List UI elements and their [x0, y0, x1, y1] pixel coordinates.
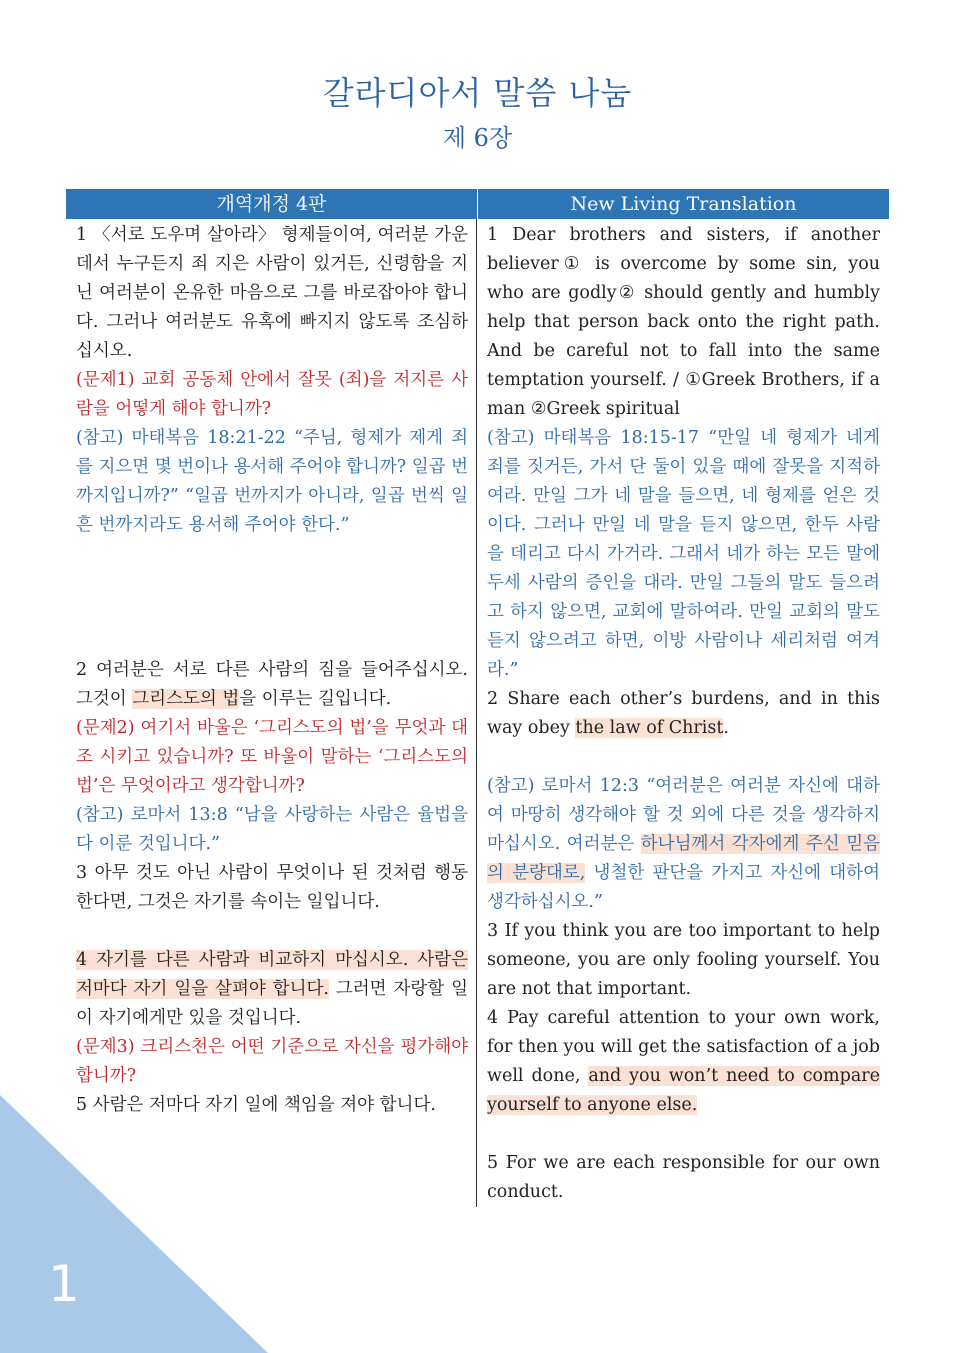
spacer: [76, 540, 468, 656]
english-verse-3: 3 If you think you are too important to help someone, you are only fooling yourself. You are not that important.: [487, 921, 880, 999]
table-body: [66, 219, 889, 1207]
reference-2: (참고) 로마서 13:8 “남을 사랑하는 사람은 율법을 다 이룬 것입니다.”: [76, 805, 468, 854]
reference-1-english-side: (참고) 마태복음 18:15-17 “만일 네 형제가 네게 죄를 짓거든, 가서 단 둘이 있을 때에 잘못을 지적하여라. 만일 그가 네 말을 들으면, 네 형제를 얻은 것이다. 그러나 만일 네 말을 듣지 않으면, 한두 사람을 데리고 다시 가거라. 그래서 네가 하는 모든 말에 두세 사람의 증인을 대라. 만일 그들의 말도 들으려고 하지 않으면, 교회에 말하여라. 만일 교회의 말도 듣지 않으려고 하면, 이방 사람이나 세리처럼 여겨라.”: [487, 428, 880, 680]
question-2: (문제2) 여기서 바울은 ‘그리스도의 법’을 무엇과 대조 시키고 있습니까? 또 바울이 말하는 ‘그리스도의 법’은 무엇이라고 생각합니까?: [76, 718, 468, 796]
korean-verse-3: 3 아무 것도 아닌 사람이 무엇이나 된 것처럼 행동한다면, 그것은 자기를 속이는 일입니다.: [76, 863, 468, 912]
page-title: 갈라디아서 말씀 나눔: [322, 74, 633, 112]
chapter-subtitle: 제 6장: [442, 124, 513, 152]
reference-text: 냉철한 판단을 가지고 자신에 대하여 생각하십시오.”: [487, 863, 880, 912]
column-header-english: New Living Translation: [570, 193, 797, 215]
spacer: [487, 743, 880, 772]
highlight: and you won’t need to compare yourself to anyone else.: [487, 1066, 880, 1115]
korean-column: [66, 219, 477, 1207]
reference-1: (참고) 마태복음 18:21-22 “주님, 형제가 제게 죄를 지으면 몇 번이나 용서해 주어야 합니까? 일곱 번까지입니까?” “일곱 번까지가 아니라, 일곱 번씩 일흔 번까지라도 용서해 주어야 한다.”: [76, 428, 468, 535]
verse-text: .: [723, 718, 729, 738]
korean-verse-2: [76, 656, 468, 714]
english-verse-5: 5 For we are each responsible for our own conduct.: [487, 1153, 880, 1202]
corner-triangle-decoration: [0, 1095, 268, 1353]
highlight: the law of Christ: [575, 718, 724, 738]
english-column: [477, 219, 888, 1207]
spacer: [487, 1120, 880, 1149]
comparison-table: [66, 189, 889, 1207]
spacer: [76, 917, 468, 946]
highlight: 그리스도의 법: [132, 689, 240, 709]
table-header: [66, 189, 889, 219]
question-1: (문제1) 교회 공동체 안에서 잘못 (죄)을 저지른 사람을 어떻게 해야 합니까?: [76, 370, 468, 419]
reference-text: (참고) 로마서 12:3 “여러분은 여러분 자신에 대하여 마땅히 생각해야 할 것 외에 다른 것을 생각하지 마십시오. 여러분은: [487, 776, 880, 854]
english-verse-2: [487, 685, 880, 743]
english-verse-1: 1 Dear brothers and sisters, if another believer① is overcome by some sin, you who are godly② should gently and humbly help that person back onto the right path. And be careful not to fall into the same temptation yourself. / ①Greek Brothers, if a man ②Greek spiritual: [487, 225, 880, 419]
verse-text: 2 Share each other’s burdens, and in this way obey: [487, 689, 880, 738]
english-verse-4: [487, 1004, 880, 1120]
column-header-korean: 개역개정 4판: [66, 189, 478, 219]
question-3: (문제3) 크리스천은 어떤 기준으로 자신을 평가해야 합니까?: [76, 1037, 468, 1086]
verse-text: 그러면 자랑할 일이 자기에게만 있을 것입니다.: [76, 979, 469, 1028]
korean-verse-5: 5 사람은 저마다 자기 일에 책임을 져야 합니다.: [76, 1095, 436, 1115]
highlight: 4 자기를 다른 사람과 비교하지 마십시오. 사람은 저마다 자기 일을 살펴야 합니다.: [76, 950, 468, 999]
verse-text: 2 여러분은 서로 다른 사람의 짐을 들어주십시오. 그것이: [76, 660, 468, 709]
verse-text: 4 Pay careful attention to your own work, for then you will get the satisfaction of a job well done,: [487, 1008, 880, 1086]
highlight: 하나님께서 각자에게 주신 믿음의 분량대로,: [487, 834, 880, 883]
page-number: 1: [48, 1255, 80, 1313]
korean-verse-1: 1 〈서로 도우며 살아라〉 형제들이여, 여러분 가운데서 누구든지 죄 지은 사람이 있거든, 신령함을 지닌 여러분이 온유한 마음으로 그를 바로잡아야 합니다. 그러나 여러분도 유혹에 빠지지 않도록 조심하십시오.: [76, 225, 468, 361]
reference-2-english-side: [487, 772, 880, 917]
verse-text: 을 이루는 길입니다.: [239, 689, 392, 709]
korean-verse-4: [76, 946, 468, 1033]
